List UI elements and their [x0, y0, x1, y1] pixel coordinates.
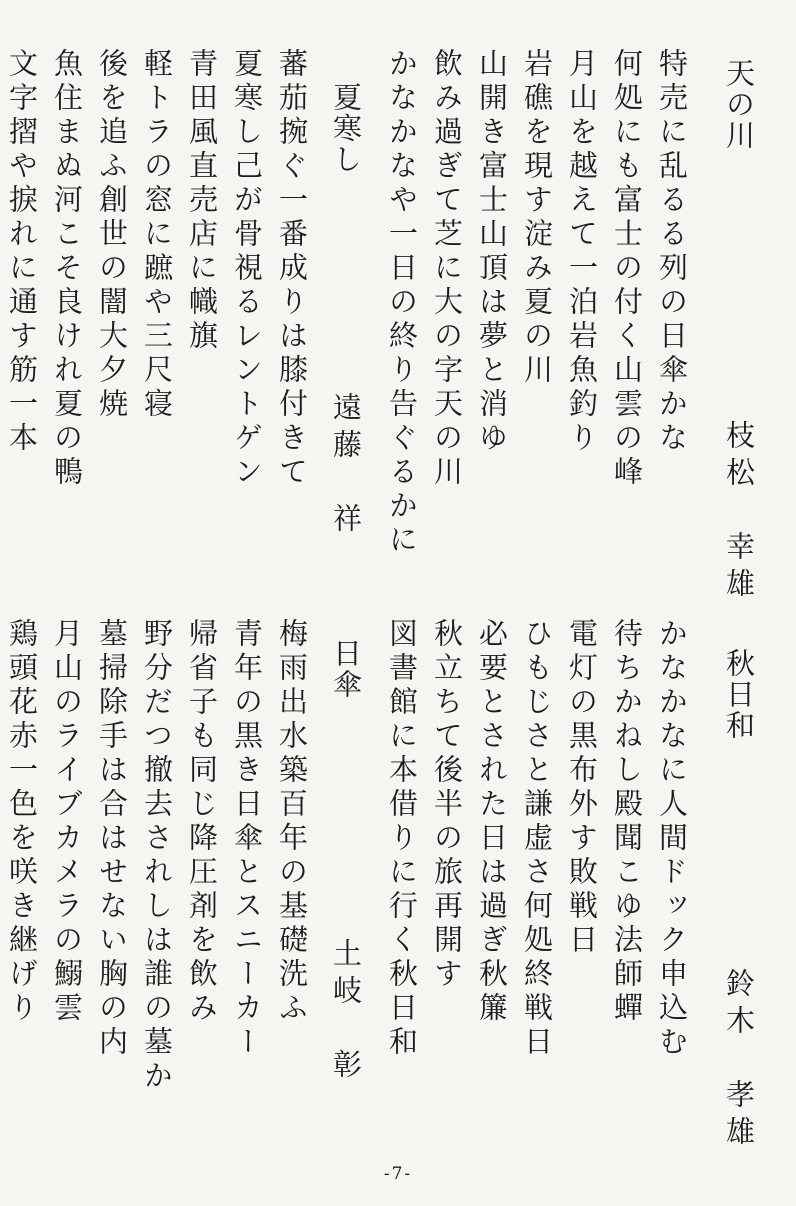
- section-1-haiku-6: 飲み過ぎて芝に大の字天の川: [430, 48, 464, 490]
- section-1-haiku-3: 月山を越えて一泊岩魚釣り: [565, 48, 599, 456]
- section-2-author: 遠藤 祥: [329, 392, 363, 540]
- section-2-title: 夏寒し: [329, 82, 363, 175]
- section-1-haiku-4: 岩礁を現す淀み夏の川: [520, 48, 554, 388]
- section-4-haiku-6: 月山のライブカメラの鰯雲: [50, 618, 84, 1026]
- section-1-author: 枝松 幸雄: [722, 420, 756, 605]
- section-1-haiku-5: 山開き富士山頂は夢と消ゆ: [475, 48, 509, 456]
- section-4-author: 土岐 彰: [329, 938, 363, 1086]
- section-3-haiku-7: 図書館に本借りに行く秋日和: [385, 618, 419, 1060]
- section-2-haiku-4: 軽トラの窓に蹠や三尺寝: [140, 48, 174, 422]
- section-3-title: 秋日和: [722, 648, 756, 741]
- section-1-haiku-1: 特売に乱るる列の日傘かな: [655, 48, 689, 456]
- section-4-haiku-5: 墓掃除手は合はせない胸の内: [95, 618, 129, 1060]
- page-number: -7-: [383, 1164, 413, 1184]
- section-2-haiku-6: 魚住まぬ河こそ良けれ夏の鴨: [50, 48, 84, 490]
- section-4-haiku-1: 梅雨出水築百年の基礎洗ふ: [275, 618, 309, 1026]
- section-3-author: 鈴木 孝雄: [722, 968, 756, 1153]
- section-4-title: 日傘: [329, 638, 363, 700]
- section-3-haiku-4: ひもじさと謙虚さ何処終戦日: [520, 618, 554, 1060]
- section-1-title: 天の川: [722, 58, 756, 151]
- section-3-haiku-6: 秋立ちて後半の旅再開す: [430, 618, 464, 992]
- section-1-haiku-7: かなかなや一日の終り告ぐるかに: [385, 48, 419, 558]
- section-4-haiku-2: 青年の黒き日傘とスニーカー: [230, 618, 264, 1060]
- section-4-haiku-4: 野分だつ撤去されしは誰の墓か: [140, 618, 174, 1094]
- section-3-haiku-5: 必要とされた日は過ぎ秋簾: [475, 618, 509, 1026]
- section-2-haiku-2: 夏寒し己が骨視るレントゲン: [230, 48, 264, 490]
- section-3-haiku-2: 待ちかねし殿聞こゆ法師蟬: [610, 618, 644, 1026]
- section-4-haiku-7: 鶏頭花赤一色を咲き継げり: [5, 618, 39, 1026]
- section-2-haiku-1: 蕃茄捥ぐ一番成りは膝付きて: [275, 48, 309, 490]
- section-2-haiku-5: 後を追ふ創世の闇大夕焼: [95, 48, 129, 422]
- section-2-haiku-7: 文字摺や捩れに通す筋一本: [5, 48, 39, 456]
- section-3-haiku-1: かなかなに人間ドック申込む: [655, 618, 689, 1060]
- section-3-haiku-3: 電灯の黒布外す敗戦日: [565, 618, 599, 958]
- section-4-haiku-3: 帰省子も同じ降圧剤を飲み: [185, 618, 219, 1026]
- section-1-haiku-2: 何処にも富士の付く山雲の峰: [610, 48, 644, 490]
- section-2-haiku-3: 青田風直売店に幟旗: [185, 48, 219, 354]
